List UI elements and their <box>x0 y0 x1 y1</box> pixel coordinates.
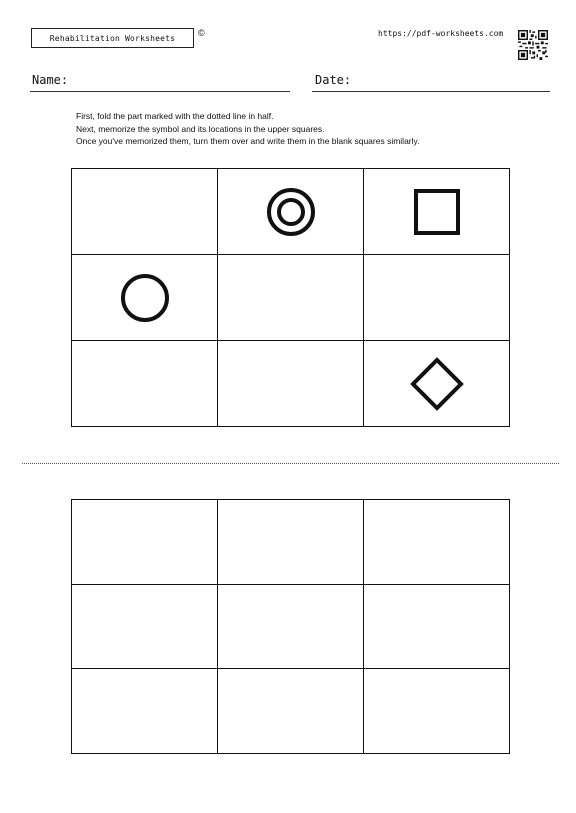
answer-cell[interactable] <box>72 585 218 670</box>
memory-cell <box>218 169 364 255</box>
name-label: Name: <box>32 73 69 87</box>
answer-cell[interactable] <box>72 500 218 585</box>
instruction-line: First, fold the part marked with the dotted line in half. <box>76 111 274 121</box>
memory-grid <box>71 168 510 427</box>
instruction-line: Next, memorize the symbol and its locations in the upper squares. <box>76 123 325 134</box>
double-circle-icon <box>265 186 317 238</box>
site-url[interactable]: https://pdf-worksheets.com <box>378 29 504 38</box>
answer-cell[interactable] <box>218 669 364 754</box>
square-icon <box>413 188 461 236</box>
instruction-line: Once you've memorized them, turn them over and write them in the blank squares similarly. <box>76 136 420 146</box>
fold-line <box>22 463 559 464</box>
answer-grid <box>71 499 510 754</box>
copyright-symbol: © <box>198 28 205 38</box>
answer-cell[interactable] <box>72 669 218 754</box>
brand-title: Rehabilitation Worksheets <box>31 28 194 48</box>
answer-cell[interactable] <box>218 500 364 585</box>
diamond-icon <box>409 356 465 412</box>
memory-cell <box>72 169 218 255</box>
memory-cell <box>72 255 218 341</box>
answer-cell[interactable] <box>364 585 510 670</box>
answer-cell[interactable] <box>364 669 510 754</box>
name-field[interactable] <box>30 91 290 92</box>
instructions <box>76 110 420 148</box>
date-label: Date: <box>315 73 352 87</box>
memory-cell <box>218 341 364 427</box>
memory-cell <box>218 255 364 341</box>
memory-cell <box>364 169 510 255</box>
circle-icon <box>119 272 171 324</box>
answer-cell[interactable] <box>364 500 510 585</box>
memory-cell <box>72 341 218 427</box>
date-field[interactable] <box>312 91 550 92</box>
qr-code-icon <box>518 30 548 60</box>
answer-cell[interactable] <box>218 585 364 670</box>
memory-cell <box>364 255 510 341</box>
memory-cell <box>364 341 510 427</box>
